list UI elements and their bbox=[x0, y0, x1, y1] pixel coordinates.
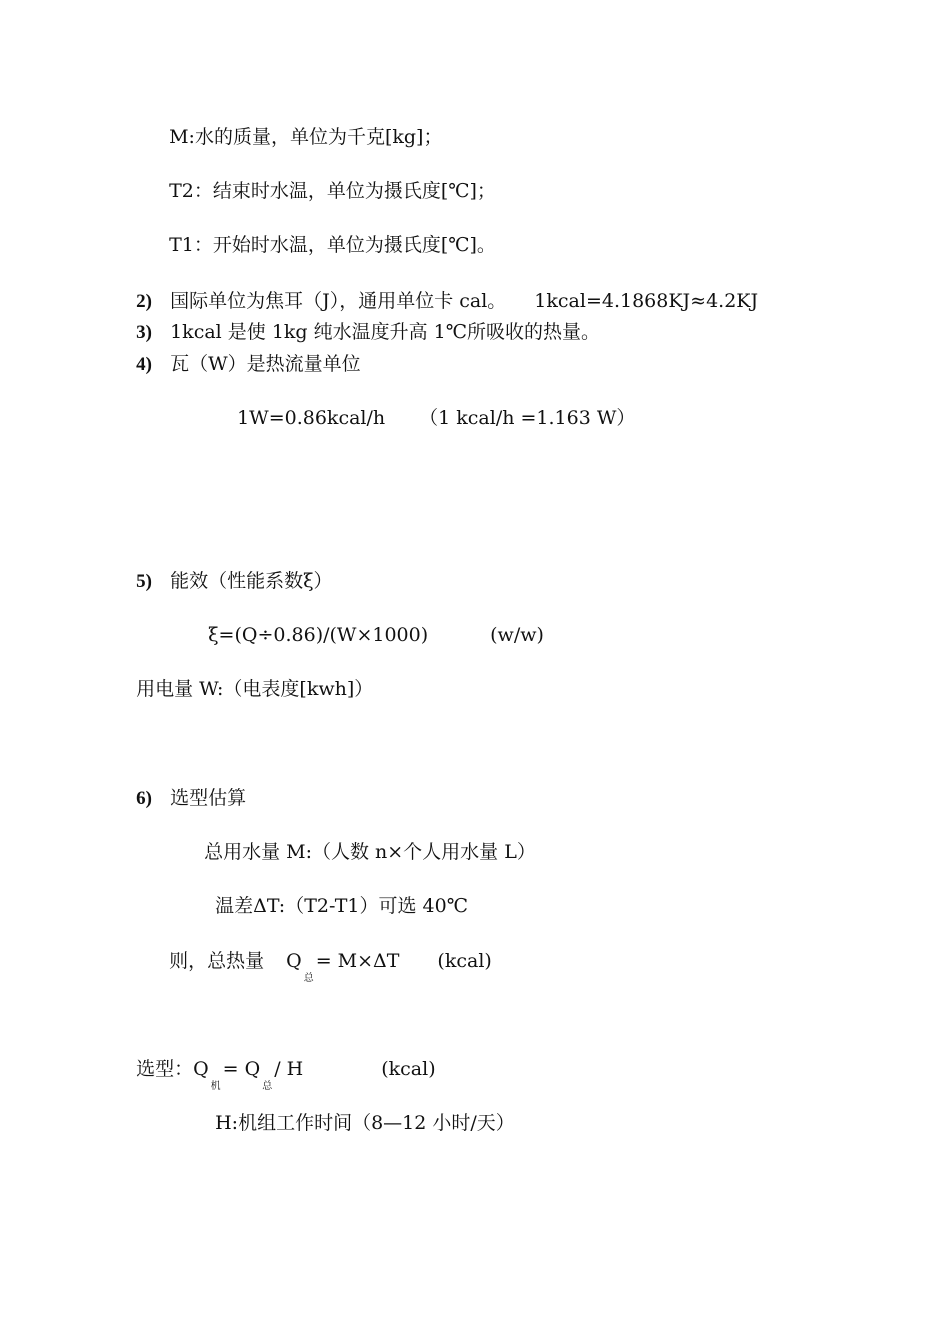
selection-tail: / H bbox=[274, 1058, 304, 1080]
list-number: 5) bbox=[136, 571, 152, 592]
list-item-6 bbox=[124, 762, 246, 811]
list-number: 6) bbox=[136, 788, 152, 809]
watt-formula-line bbox=[225, 382, 635, 430]
list-item-text: 1kcal 是使 1kg 纯水温度升高 1℃所吸收的热量。 bbox=[170, 321, 601, 343]
var-t2-text: T2：结束时水温，单位为摄氏度[℃]； bbox=[169, 180, 496, 202]
watt-formula: 1W=0.86kcal/h bbox=[237, 407, 386, 429]
list-item-text: 选型估算 bbox=[170, 787, 247, 809]
var-m-definition bbox=[157, 101, 442, 149]
heat-q-symbol: Q bbox=[286, 950, 302, 972]
heat-formula: = M×ΔT bbox=[315, 950, 400, 972]
list-item-5 bbox=[124, 545, 333, 594]
total-heat-label: 则，总热量 bbox=[169, 950, 265, 972]
list-number: 4) bbox=[136, 354, 152, 375]
heat-unit: (kcal) bbox=[437, 950, 492, 972]
selection-subscript-total: 总 bbox=[262, 1081, 273, 1092]
selection-label: 选型：Q bbox=[136, 1058, 209, 1080]
efficiency-formula-line bbox=[196, 599, 544, 647]
list-number: 2) bbox=[136, 291, 152, 312]
temp-diff: 温差ΔT:（T2-T1）可选 40℃ bbox=[215, 895, 468, 917]
var-t1-definition bbox=[157, 209, 496, 257]
selection-line bbox=[124, 1033, 436, 1092]
list-number: 3) bbox=[136, 322, 152, 343]
list-item-text: 瓦（W）是热流量单位 bbox=[170, 353, 361, 375]
selection-mid: = Q bbox=[222, 1058, 261, 1080]
efficiency-formula: ξ=(Q÷0.86)/(W×1000) bbox=[208, 624, 429, 646]
efficiency-unit: (w/w) bbox=[490, 624, 544, 646]
list-item-4 bbox=[124, 328, 361, 377]
total-water-line bbox=[192, 816, 536, 864]
list-item-text: 国际单位为焦耳（J），通用单位卡 cal。 bbox=[170, 290, 507, 312]
watt-note: （1 kcal/h =1.163 W） bbox=[419, 407, 636, 429]
heat-subscript: 总 bbox=[303, 973, 314, 984]
var-t1-text: T1：开始时水温，单位为摄氏度[℃]。 bbox=[169, 234, 496, 256]
electricity-usage-line bbox=[124, 653, 373, 701]
selection-subscript-machine: 机 bbox=[210, 1081, 221, 1092]
working-hours: H:机组工作时间（8—12 小时/天） bbox=[215, 1112, 515, 1134]
temp-diff-line bbox=[203, 870, 468, 918]
var-t2-definition bbox=[157, 155, 496, 203]
working-hours-line bbox=[203, 1087, 515, 1135]
list-item-text: 能效（性能系数ξ） bbox=[170, 570, 333, 592]
total-heat-line bbox=[157, 925, 492, 984]
total-water: 总用水量 M:（人数 n×个人用水量 L） bbox=[204, 841, 536, 863]
electricity-usage: 用电量 W:（电表度[kwh]） bbox=[136, 678, 374, 700]
var-m-text: M:水的质量，单位为千克[kg]； bbox=[169, 126, 443, 148]
kcal-conversion: 1kcal=4.1868KJ≈4.2KJ bbox=[534, 290, 759, 312]
selection-unit: (kcal) bbox=[381, 1058, 436, 1080]
